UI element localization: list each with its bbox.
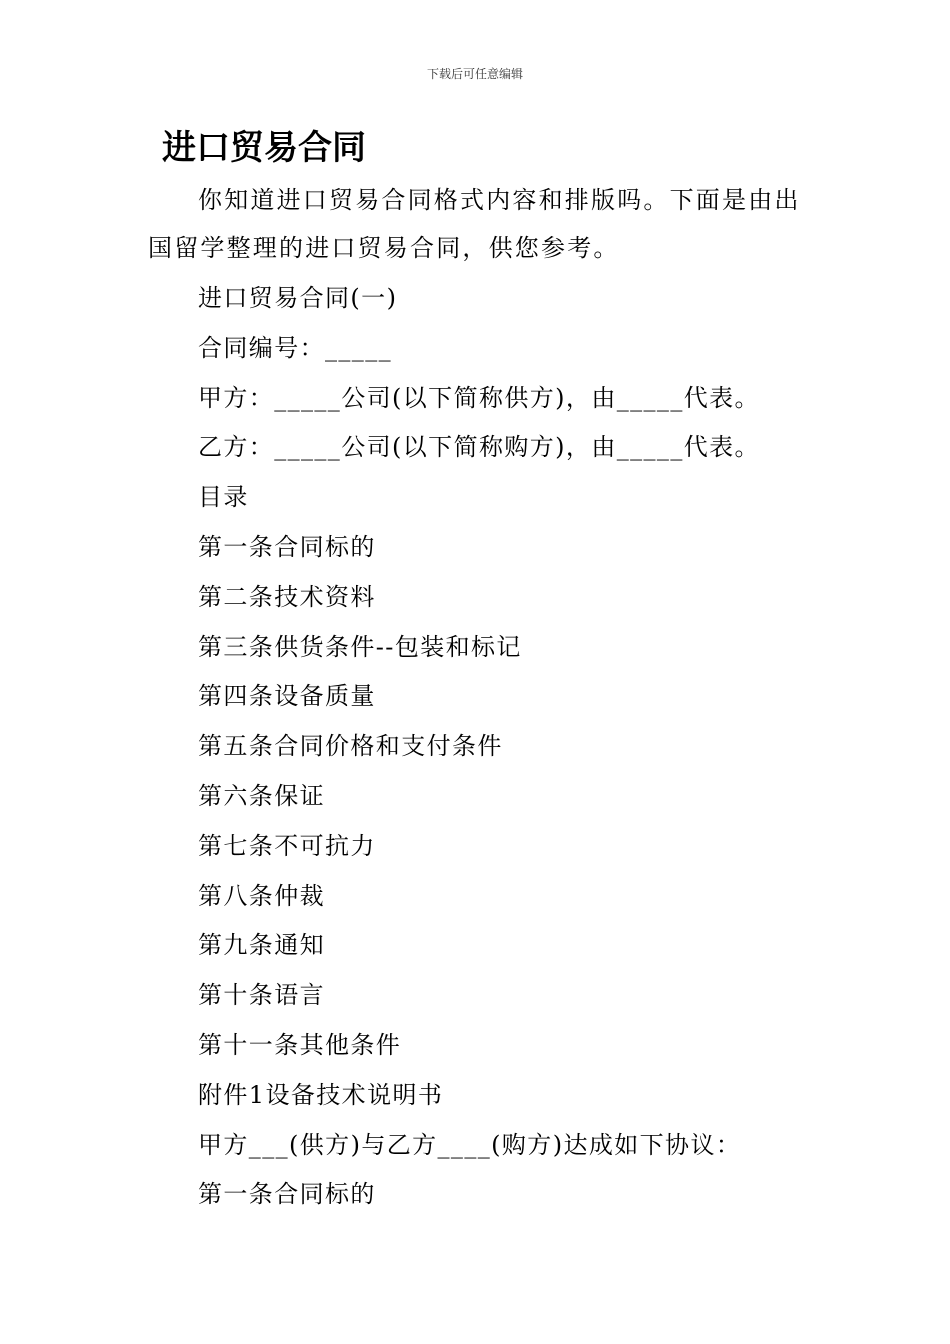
- toc-heading: 目录: [198, 483, 249, 512]
- intro-paragraph: [148, 176, 808, 272]
- toc-item-10: 第十条语言: [198, 981, 325, 1010]
- toc-item-9: 第九条通知: [198, 931, 325, 960]
- agreement-statement: 甲方___(供方)与乙方____(购方)达成如下协议：: [198, 1130, 742, 1159]
- toc-item-4: 第四条设备质量: [198, 682, 376, 711]
- intro-line-2: 国留学整理的进口贸易合同，供您参考。: [148, 234, 620, 262]
- toc-item-7: 第七条不可抗力: [198, 831, 376, 860]
- intro-line-1: 你知道进口贸易合同格式内容和排版吗。下面是由出: [198, 186, 801, 214]
- contract-number-line: 合同编号：_____: [198, 333, 392, 362]
- party-a-line: 甲方：_____公司(以下简称供方)，由_____代表。: [198, 383, 760, 412]
- toc-item-3: 第三条供货条件--包装和标记: [198, 632, 522, 661]
- toc-item-2: 第二条技术资料: [198, 582, 376, 611]
- party-b-line: 乙方：_____公司(以下简称购方)，由_____代表。: [198, 433, 760, 462]
- toc-item-11: 第十一条其他条件: [198, 1030, 402, 1059]
- header-note: 下载后可任意编辑: [426, 67, 523, 81]
- section-heading-contract-1: 进口贸易合同(一): [198, 284, 398, 312]
- toc-item-5: 第五条合同价格和支付条件: [198, 732, 503, 761]
- article-1-heading: 第一条合同标的: [198, 1180, 376, 1209]
- contract-body: [198, 274, 838, 1220]
- toc-item-6: 第六条保证: [198, 781, 325, 810]
- toc-item-8: 第八条仲裁: [198, 881, 325, 910]
- toc-appendix-1: 附件1设备技术说明书: [198, 1080, 444, 1109]
- toc-item-1: 第一条合同标的: [198, 532, 376, 561]
- document-title: 进口贸易合同: [162, 128, 366, 168]
